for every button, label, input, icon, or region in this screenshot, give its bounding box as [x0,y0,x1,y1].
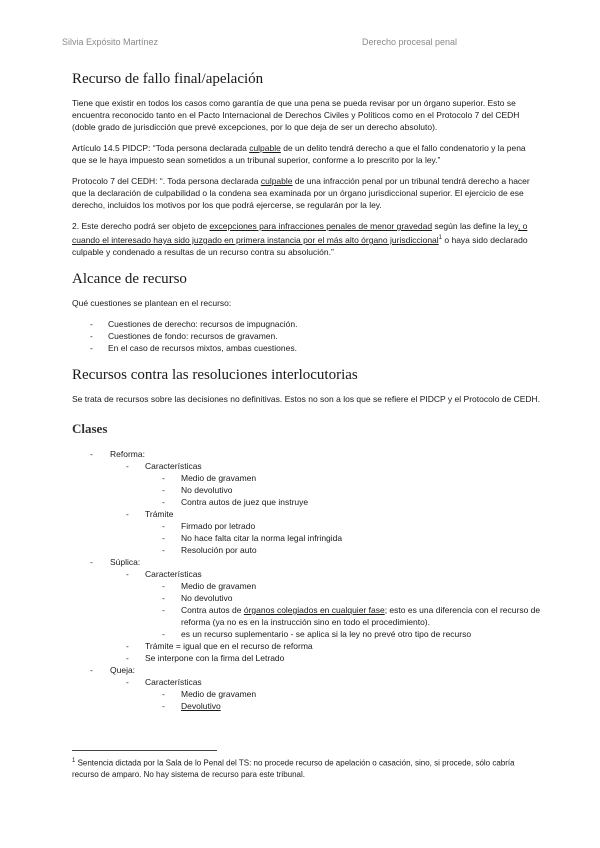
list-item-text: Cuestiones de fondo: recursos de gravamen. [108,330,278,341]
list-item [72,520,542,532]
alcance-list [72,318,542,354]
underlined-text: culpable [260,176,293,186]
list-item-queja [72,664,542,676]
list-item-text: No devolutivo [181,592,233,603]
footnote-number: 1 [72,758,76,764]
dash-marker: - [126,508,129,519]
dash-marker: - [90,318,93,329]
list-item-suplica [72,556,542,568]
dash-marker: - [162,700,165,711]
paragraph-alcance-intro: Qué cuestiones se plantean en el recurso: [72,297,232,308]
list-item-text: Trámite = igual que en el recurso de reforma [145,640,313,651]
footnote-ref[interactable]: 1 [438,235,443,241]
list-item-text: es un recurso suplementario - se aplica si la ley no prevé otro tipo de recurso [181,628,472,639]
dash-marker: - [126,652,129,663]
list-item-text: Cuestiones de derecho: recursos de impugnación. [108,318,298,329]
dash-marker: - [162,496,165,507]
dash-marker: - [126,460,129,471]
list-item [72,330,542,342]
list-item [72,628,542,640]
text: o haya sido declarado culpable y condenado a resultas de un recurso contra su absolución.” [72,234,528,257]
dash-marker: - [126,640,129,651]
dash-marker: - [162,604,165,615]
list-item [72,460,542,472]
underlined-text: órganos colegiados en cualquier fase [243,604,385,615]
dash-marker: - [162,520,165,531]
list-item [72,342,542,354]
list-item [72,700,542,712]
list-item [72,496,542,508]
dash-marker: - [90,664,93,675]
list-item-text: Contra autos de juez que instruye [181,496,309,507]
list-item [72,508,542,520]
section-title-apelacion: Recurso de fallo final/apelación [72,71,264,87]
text: según las define la ley [432,221,518,231]
dash-marker: - [162,688,165,699]
section-title-clases: Clases [72,420,108,436]
list-item-text: Medio de gravamen [181,580,257,591]
document-body [72,70,542,718]
text: Artículo 14.5 PIDCP: “Toda persona declarada [72,143,250,153]
list-item-text: Trámite [145,508,174,519]
dash-marker: - [90,342,93,353]
list-item [72,604,542,628]
list-item-text: Reforma: [110,448,145,459]
list-item-text: Se interpone con la firma del Letrado [145,652,285,663]
dash-marker: - [162,472,165,483]
section-title-interlocutorias: Recursos contra las resoluciones interlocutorias [72,366,358,383]
paragraph-cedh [72,175,542,211]
list-item [72,318,542,330]
list-item-text: Resolución por auto [181,544,257,555]
list-item [72,676,542,688]
text: de un delito tendrá derecho a que el fallo condenatorio y la pena que se le haya impuesto sean sometidos a un tribunal superior, conforme a lo prescrito por la ley.” [72,143,526,165]
list-item-text: No devolutivo [181,484,233,495]
list-item [72,688,542,700]
list-item-reforma [72,448,542,460]
section-title-alcance: Alcance de recurso [72,270,187,287]
list-item [72,544,542,556]
list-item [72,484,542,496]
dash-marker: - [90,448,93,459]
dash-marker: - [162,580,165,591]
list-item-text: En el caso de recursos mixtos, ambas cuestiones. [108,342,297,353]
list-item [72,472,542,484]
list-item [72,652,542,664]
list-item-text: Características [145,568,202,579]
underlined-text: Devolutivo [181,700,221,711]
dash-marker: - [90,556,93,567]
list-item [72,592,542,604]
dash-marker: - [162,484,165,495]
text: Protocolo 7 del CEDH: “. Toda persona declarada [72,176,261,186]
dash-marker: - [90,330,93,341]
text: ; esto es una diferencia con el recurso de reforma (ya no es en la instrucción sino en todo el procedimiento). [181,604,541,627]
footnote-separator [72,750,217,751]
header-author: Silvia Expósito Martínez [62,37,159,47]
dash-marker: - [162,532,165,543]
text: Contra autos de [181,604,244,615]
paragraph-excepciones [72,220,542,258]
list-item-text: Queja: [110,664,136,675]
underlined-text: , o cuando el interesado haya sido juzgado en primera instancia por el más alto órgano jurisdiccional [72,221,528,245]
list-item [72,532,542,544]
paragraph-pidcp [72,142,542,166]
list-item-text: Súplica: [110,556,141,567]
dash-marker: - [126,568,129,579]
text: de una infracción penal por un tribunal tendrá derecho a hacer que la declaración de culpabilidad o la condena sea examinada por un órgano jurisdiccional superior. El ejercicio de ese derecho, incluidos los motivos por los que podrá ejercerse, se regularán por la ley. [72,176,530,210]
list-item-text: Características [145,676,202,687]
list-item-text: Características [145,460,202,471]
clases-list [72,448,542,712]
list-item [72,580,542,592]
paragraph-interlocutorias: Se trata de recursos sobre las decisiones no definitivas. Estos no son a los que se refiere el PIDCP y el Protocolo de CEDH. [72,393,541,404]
dash-marker: - [162,628,165,639]
paragraph-intro: Tiene que existir en todos los casos como garantía de que una pena se pueda revisar por un órgano superior. Esto se encuentra reconocido tanto en el Pacto Internacional de Derechos Civiles y Políticos como en el Protocolo 7 del CEDH (doble grado de jurisdicción que prevé excepciones, por lo que deja de ser un derecho absoluto). [72,98,520,132]
text: 2. Este derecho podrá ser objeto de [72,221,210,231]
dash-marker: - [126,676,129,687]
footnote-text: Sentencia dictada por la Sala de lo Penal del TS: no procede recurso de apelación o casación, sino, si procede, sólo cabría recurso de amparo. No hay sistema de recurso para este tribunal. [72,758,515,779]
list-item-text: Firmado por letrado [181,520,256,531]
list-item [72,568,542,580]
list-item-text: Medio de gravamen [181,688,257,699]
list-item-text: No hace falta citar la norma legal infringida [181,532,343,543]
list-item-text: Medio de gravamen [181,472,257,483]
underlined-text: excepciones para infracciones penales de menor gravedad [209,221,433,231]
dash-marker: - [162,592,165,603]
underlined-text: culpable [249,143,281,153]
list-item [72,640,542,652]
header-subject: Derecho procesal penal [362,37,458,47]
dash-marker: - [162,544,165,555]
footnote [72,756,532,780]
